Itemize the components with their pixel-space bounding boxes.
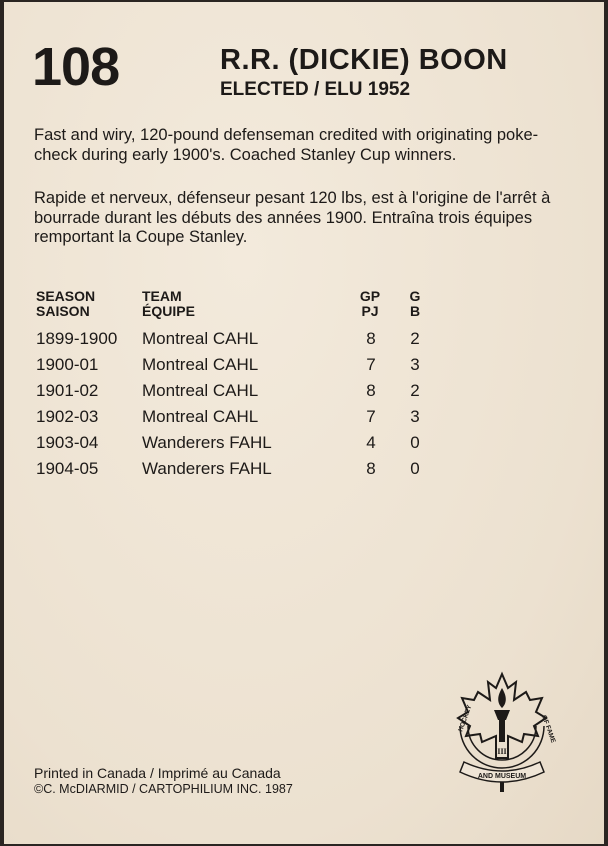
svg-text:HOCKEY: HOCKEY <box>457 704 474 733</box>
header-season-fr: SAISON <box>36 303 90 319</box>
gp-cell: 8 <box>366 459 376 478</box>
svg-text:III: III <box>497 747 507 756</box>
goals-cell: 3 <box>410 407 420 426</box>
header-goals <box>408 289 422 319</box>
gp-cell: 7 <box>366 355 376 374</box>
maple-leaf-torch-icon <box>450 670 557 796</box>
table-row <box>36 329 456 355</box>
season-cell: 1901-02 <box>36 381 99 400</box>
elected-year: ELECTED / ELU 1952 <box>220 79 411 100</box>
goals-cell: 3 <box>410 355 420 374</box>
bio-english: Fast and wiry, 120-pound defenseman credited with originating poke-check during early 1900's. Coached Stanley Cup winners. <box>34 126 539 164</box>
bio-french: Rapide et nerveux, défenseur pesant 120 lbs, est à l'origine de l'arrêt à bourrade durant les débuts des années 1900. Entraîna trois équipes remportant la Coupe Stanley. <box>34 189 551 246</box>
team-cell: Montreal CAHL <box>142 329 259 348</box>
table-row <box>36 407 456 433</box>
table-row <box>36 433 456 459</box>
printed-in-canada: Printed in Canada / Imprimé au Canada <box>34 765 281 781</box>
header-team-en: TEAM <box>142 288 182 304</box>
header-team-fr: ÉQUIPE <box>142 303 195 319</box>
player-name: R.R. (DICKIE) BOON <box>220 44 508 76</box>
goals-cell: 2 <box>410 329 420 348</box>
team-cell: Montreal CAHL <box>142 407 259 426</box>
footer <box>34 766 293 797</box>
header-g-en: G <box>409 288 421 304</box>
gp-cell: 4 <box>366 433 376 452</box>
team-cell: Wanderers FAHL <box>142 459 272 478</box>
header-season <box>36 289 95 319</box>
hockey-hall-of-fame-logo <box>450 670 557 796</box>
season-cell: 1902-03 <box>36 407 99 426</box>
header-gp-en: GP <box>359 288 381 304</box>
season-cell: 1899-1900 <box>36 329 118 348</box>
card-back <box>4 2 604 844</box>
season-cell: 1904-05 <box>36 459 99 478</box>
header-season-en: SEASON <box>36 288 96 304</box>
header-gp-fr: PJ <box>361 303 379 319</box>
team-cell: Wanderers FAHL <box>142 433 272 452</box>
goals-cell: 0 <box>410 433 420 452</box>
header-g-fr: B <box>409 303 421 319</box>
copyright: ©C. McDIARMID / CARTOPHILIUM INC. 1987 <box>34 781 293 796</box>
svg-text:AND MUSEUM: AND MUSEUM <box>477 773 527 780</box>
header-gp <box>358 289 382 319</box>
goals-cell: 0 <box>410 459 420 478</box>
goals-cell: 2 <box>410 381 420 400</box>
season-cell: 1900-01 <box>36 355 99 374</box>
table-row <box>36 459 456 485</box>
gp-cell: 8 <box>366 329 376 348</box>
table-row <box>36 381 456 407</box>
svg-text:OF FAME: OF FAME <box>540 714 557 744</box>
gp-cell: 7 <box>366 407 376 426</box>
gp-cell: 8 <box>366 381 376 400</box>
card-number: 108 <box>32 37 120 97</box>
team-cell: Montreal CAHL <box>142 355 259 374</box>
header-team <box>142 289 195 319</box>
season-cell: 1903-04 <box>36 433 99 452</box>
team-cell: Montreal CAHL <box>142 381 259 400</box>
table-row <box>36 355 456 381</box>
